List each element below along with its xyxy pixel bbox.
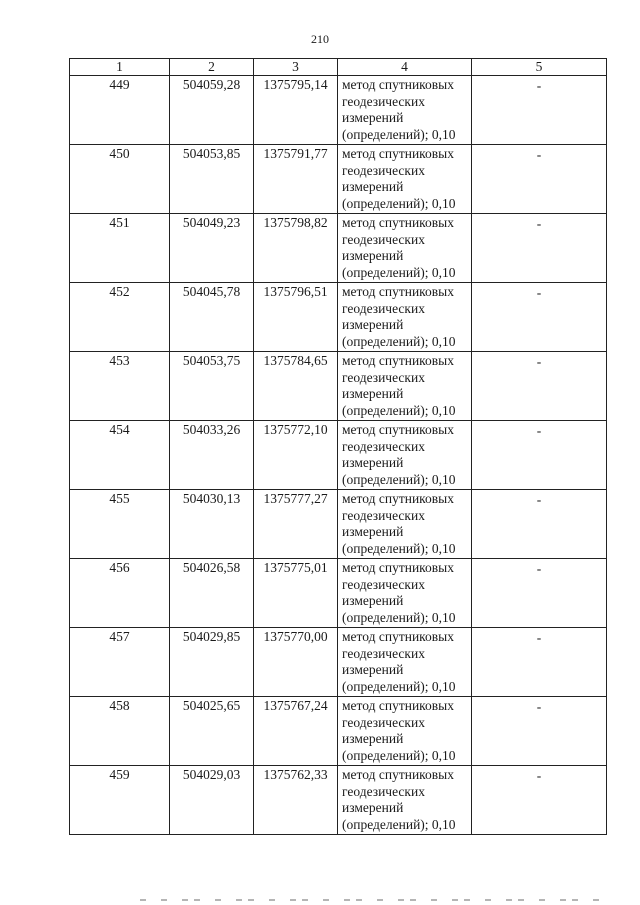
note-cell: - <box>472 421 607 490</box>
method-line: геодезических <box>342 369 425 385</box>
method-line: метод спутниковых <box>342 215 454 230</box>
method-line: измерений <box>342 800 404 815</box>
table-row <box>70 145 607 214</box>
method-line: метод спутниковых <box>342 767 454 782</box>
y-coordinate-cell: 1375796,51 <box>254 283 338 352</box>
column-header: 3 <box>254 59 338 76</box>
scan-artifact-mark <box>161 899 167 901</box>
point-number-cell: 456 <box>70 559 170 628</box>
scan-artifact-mark <box>377 899 383 901</box>
method-line: метод спутниковых <box>342 560 454 575</box>
scan-artifact <box>140 897 620 903</box>
method-cell <box>338 766 472 835</box>
method-line: метод спутниковых <box>342 77 454 92</box>
method-line: (определений); 0,10 <box>342 540 456 556</box>
method-line: (определений); 0,10 <box>342 126 456 142</box>
y-coordinate-cell: 1375777,27 <box>254 490 338 559</box>
x-coordinate-cell: 504045,78 <box>170 283 254 352</box>
note-cell: - <box>472 697 607 766</box>
point-number-cell: 452 <box>70 283 170 352</box>
scan-artifact-mark <box>464 899 470 901</box>
method-line: геодезических <box>342 507 425 523</box>
point-number-cell: 459 <box>70 766 170 835</box>
scan-artifact-mark <box>323 899 329 901</box>
scan-artifact-mark <box>182 899 188 901</box>
method-line: (определений); 0,10 <box>342 678 456 694</box>
scan-artifact-mark <box>248 899 254 901</box>
point-number-cell: 455 <box>70 490 170 559</box>
method-cell <box>338 628 472 697</box>
scan-artifact-mark <box>215 899 221 901</box>
method-line: геодезических <box>342 162 425 178</box>
x-coordinate-cell: 504053,85 <box>170 145 254 214</box>
method-line: метод спутниковых <box>342 146 454 161</box>
method-cell <box>338 145 472 214</box>
note-cell: - <box>472 214 607 283</box>
y-coordinate-cell: 1375772,10 <box>254 421 338 490</box>
y-coordinate-cell: 1375798,82 <box>254 214 338 283</box>
scan-artifact-mark <box>356 899 362 901</box>
method-line: геодезических <box>342 576 425 592</box>
scan-artifact-mark <box>431 899 437 901</box>
scan-artifact-mark <box>410 899 416 901</box>
method-line: геодезических <box>342 231 425 247</box>
x-coordinate-cell: 504049,23 <box>170 214 254 283</box>
table-row <box>70 766 607 835</box>
scan-artifact-mark <box>506 899 512 901</box>
method-line: измерений <box>342 593 404 608</box>
x-coordinate-cell: 504029,85 <box>170 628 254 697</box>
table-row <box>70 76 607 145</box>
table-row <box>70 490 607 559</box>
x-coordinate-cell: 504029,03 <box>170 766 254 835</box>
scan-artifact-mark <box>398 899 404 901</box>
method-line: геодезических <box>342 783 425 799</box>
method-line: метод спутниковых <box>342 491 454 506</box>
method-cell <box>338 559 472 628</box>
note-cell: - <box>472 352 607 421</box>
method-line: измерений <box>342 248 404 263</box>
method-line: измерений <box>342 455 404 470</box>
note-cell: - <box>472 145 607 214</box>
method-line: измерений <box>342 386 404 401</box>
method-line: геодезических <box>342 300 425 316</box>
method-line: (определений); 0,10 <box>342 402 456 418</box>
note-cell: - <box>472 490 607 559</box>
method-cell <box>338 352 472 421</box>
method-line: измерений <box>342 179 404 194</box>
point-number-cell: 451 <box>70 214 170 283</box>
table-row <box>70 421 607 490</box>
scan-artifact-mark <box>593 899 599 901</box>
coordinates-table <box>69 58 607 835</box>
method-line: геодезических <box>342 645 425 661</box>
method-line: измерений <box>342 317 404 332</box>
method-cell <box>338 490 472 559</box>
column-header: 1 <box>70 59 170 76</box>
method-line: (определений); 0,10 <box>342 471 456 487</box>
method-line: метод спутниковых <box>342 698 454 713</box>
method-cell <box>338 76 472 145</box>
scan-artifact-mark <box>269 899 275 901</box>
method-line: геодезических <box>342 93 425 109</box>
scan-artifact-mark <box>539 899 545 901</box>
x-coordinate-cell: 504025,65 <box>170 697 254 766</box>
column-header: 4 <box>338 59 472 76</box>
method-line: геодезических <box>342 438 425 454</box>
scan-artifact-mark <box>518 899 524 901</box>
scan-artifact-mark <box>140 899 146 901</box>
method-line: измерений <box>342 662 404 677</box>
x-coordinate-cell: 504053,75 <box>170 352 254 421</box>
x-coordinate-cell: 504033,26 <box>170 421 254 490</box>
method-line: (определений); 0,10 <box>342 747 456 763</box>
x-coordinate-cell: 504059,28 <box>170 76 254 145</box>
scan-artifact-mark <box>302 899 308 901</box>
method-line: (определений); 0,10 <box>342 195 456 211</box>
x-coordinate-cell: 504026,58 <box>170 559 254 628</box>
point-number-cell: 453 <box>70 352 170 421</box>
table-row <box>70 214 607 283</box>
scan-artifact-mark <box>560 899 566 901</box>
scan-artifact-mark <box>452 899 458 901</box>
table-row <box>70 628 607 697</box>
point-number-cell: 458 <box>70 697 170 766</box>
table-row <box>70 352 607 421</box>
method-cell <box>338 697 472 766</box>
method-line: измерений <box>342 110 404 125</box>
y-coordinate-cell: 1375784,65 <box>254 352 338 421</box>
table-body <box>70 76 607 835</box>
scan-artifact-mark <box>290 899 296 901</box>
note-cell: - <box>472 628 607 697</box>
column-header: 5 <box>472 59 607 76</box>
method-line: (определений); 0,10 <box>342 264 456 280</box>
scan-artifact-mark <box>236 899 242 901</box>
y-coordinate-cell: 1375770,00 <box>254 628 338 697</box>
point-number-cell: 457 <box>70 628 170 697</box>
point-number-cell: 454 <box>70 421 170 490</box>
method-line: метод спутниковых <box>342 353 454 368</box>
point-number-cell: 449 <box>70 76 170 145</box>
x-coordinate-cell: 504030,13 <box>170 490 254 559</box>
column-header: 2 <box>170 59 254 76</box>
y-coordinate-cell: 1375795,14 <box>254 76 338 145</box>
method-line: (определений); 0,10 <box>342 333 456 349</box>
method-line: метод спутниковых <box>342 629 454 644</box>
table-row <box>70 697 607 766</box>
note-cell: - <box>472 766 607 835</box>
table-row <box>70 559 607 628</box>
method-line: измерений <box>342 731 404 746</box>
scan-artifact-mark <box>485 899 491 901</box>
table-header-row <box>70 59 607 76</box>
method-cell <box>338 421 472 490</box>
table-row <box>70 283 607 352</box>
scan-artifact-mark <box>572 899 578 901</box>
scan-artifact-mark <box>344 899 350 901</box>
method-line: (определений); 0,10 <box>342 816 456 832</box>
note-cell: - <box>472 76 607 145</box>
y-coordinate-cell: 1375791,77 <box>254 145 338 214</box>
y-coordinate-cell: 1375775,01 <box>254 559 338 628</box>
y-coordinate-cell: 1375767,24 <box>254 697 338 766</box>
method-cell <box>338 283 472 352</box>
method-line: метод спутниковых <box>342 284 454 299</box>
method-line: (определений); 0,10 <box>342 609 456 625</box>
note-cell: - <box>472 283 607 352</box>
point-number-cell: 450 <box>70 145 170 214</box>
note-cell: - <box>472 559 607 628</box>
method-line: геодезических <box>342 714 425 730</box>
method-line: измерений <box>342 524 404 539</box>
scan-artifact-mark <box>194 899 200 901</box>
method-line: метод спутниковых <box>342 422 454 437</box>
y-coordinate-cell: 1375762,33 <box>254 766 338 835</box>
method-cell <box>338 214 472 283</box>
page-number: 210 <box>311 32 329 46</box>
